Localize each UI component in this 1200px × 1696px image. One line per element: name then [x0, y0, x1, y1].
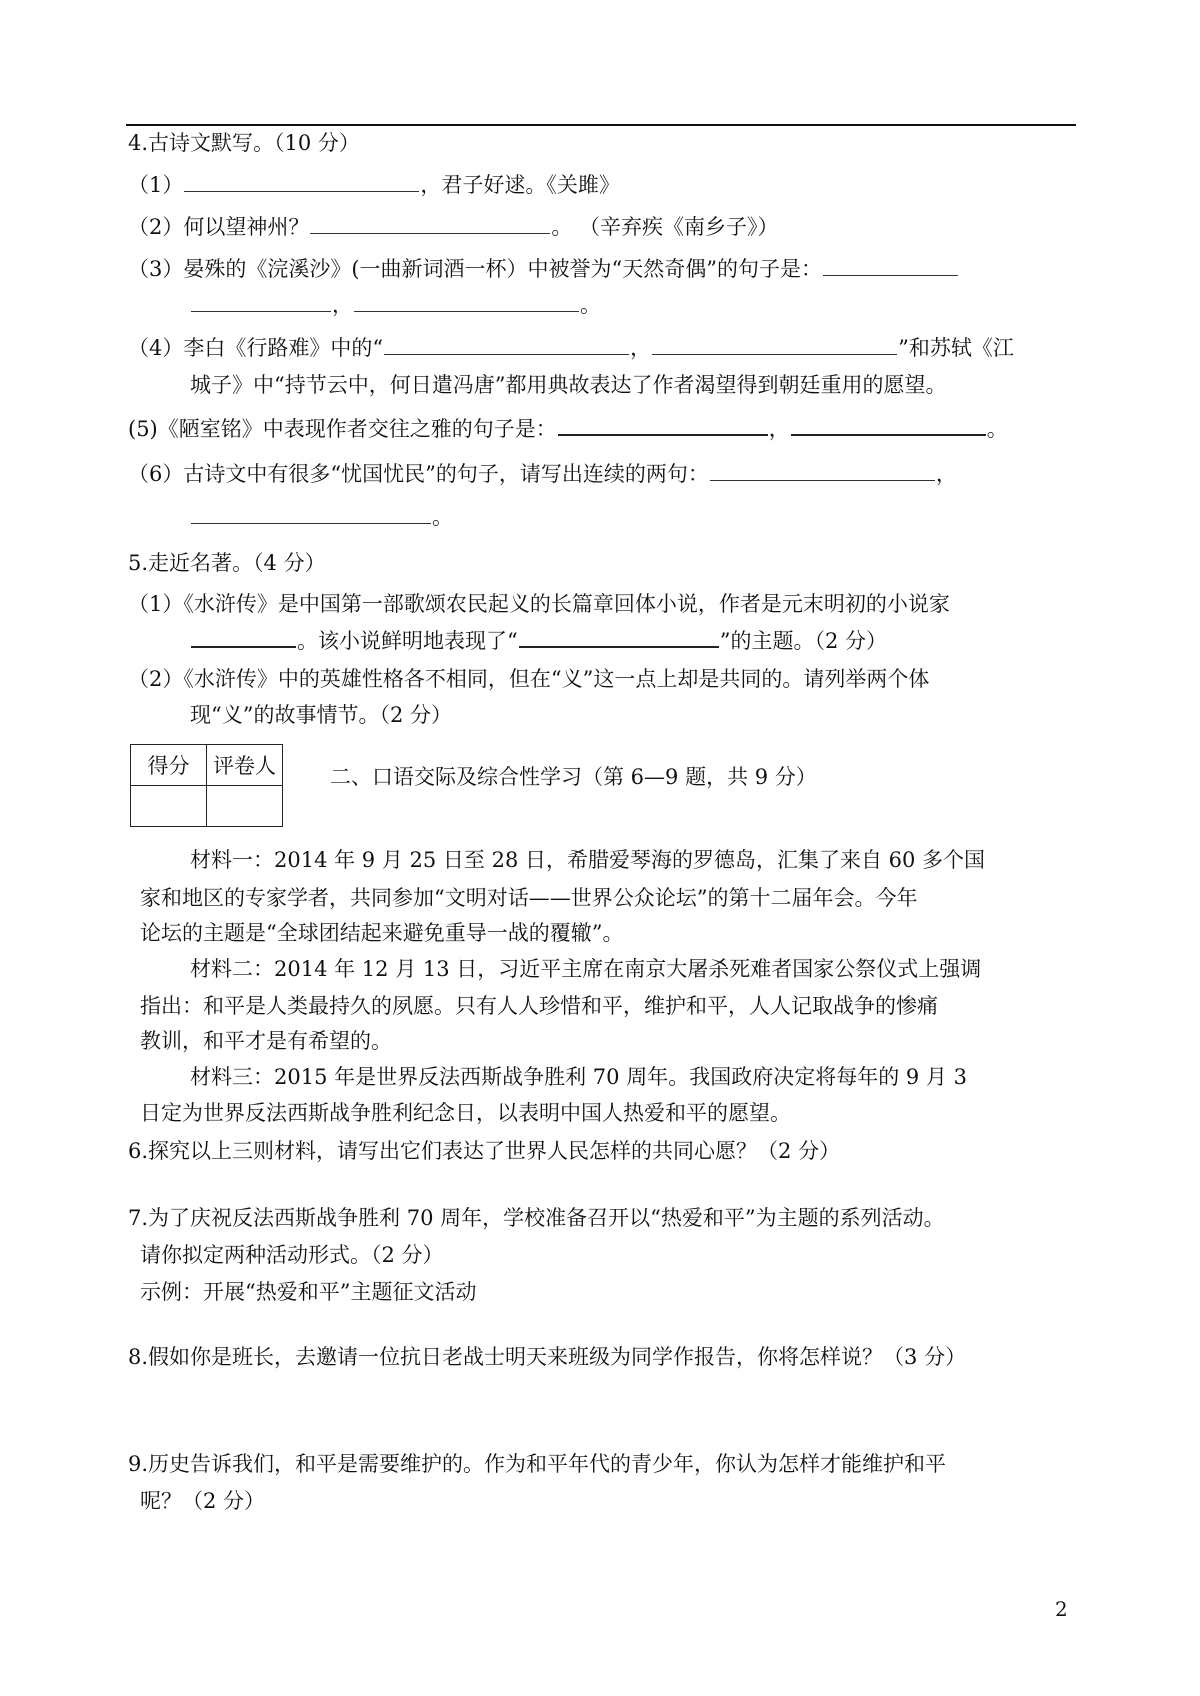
q4-item-2-tail: 。 （辛弃疾《南乡子》） [551, 215, 779, 239]
q4-blank-4b[interactable] [652, 334, 897, 355]
q5-blank-1b[interactable] [519, 626, 719, 648]
material-3-line2: 日定为世界反法西斯战争胜利纪念日，以表明中国人热爱和平的愿望。 [140, 1101, 791, 1125]
q6-text: 6.探究以上三则材料，请写出它们表达了世界人民怎样的共同心愿？（2 分） [128, 1139, 841, 1163]
q4-blank-6b[interactable] [191, 503, 431, 524]
q5-item-1-mid: 。该小说鲜明地表现了“ [297, 629, 518, 653]
material-2-line2: 指出：和平是人类最持久的夙愿。只有人人珍惜和平，维护和平，人人记取战争的惨痛 [140, 994, 938, 1018]
q7-example: 示例：开展“热爱和平”主题征文活动 [140, 1280, 477, 1304]
q4-item-5-end: 。 [986, 417, 1008, 441]
q4-item-5-text: (5)《陋室铭》中表现作者交往之雅的句子是： [128, 417, 557, 441]
q4-blank-3a[interactable] [823, 255, 958, 276]
q4-item-4-text: （4）李白《行路难》中的“ [128, 336, 384, 360]
header-rule [126, 124, 1076, 126]
q4-item-1-text: ，君子好逑。《关雎》 [420, 173, 620, 197]
q9-line2: 呢？（2 分） [140, 1489, 266, 1513]
q4-item-3-comma: ， [332, 293, 353, 317]
material-2-line1: 材料二：2014 年 12 月 13 日，习近平主席在南京大屠杀死难者国家公祭仪式上强调 [190, 957, 982, 981]
q4-item-4-comma: ， [630, 336, 652, 360]
q5-item-1-line2 [190, 626, 887, 656]
q4-item-6-comma: ， [935, 462, 957, 486]
q4-item-3 [128, 254, 959, 284]
page-number: 2 [1055, 1597, 1068, 1621]
q4-item-3-line2 [190, 290, 601, 320]
q4-blank-4a[interactable] [384, 334, 629, 355]
q4-item-5-comma: ， [768, 417, 790, 441]
q5-title: 5.走近名著。（4 分） [128, 551, 326, 575]
q4-item-6 [128, 459, 957, 489]
q4-blank-2[interactable] [310, 213, 550, 234]
q4-blank-5a[interactable] [558, 414, 768, 436]
q4-item-4 [128, 333, 1014, 363]
q5-item-1-tail: ”的主题。（2 分） [719, 629, 888, 653]
q7-line2: 请你拟定两种活动形式。（2 分） [140, 1243, 444, 1267]
q4-item-4-line2: 城子》中“持节云中，何日遣冯唐”都用典故表达了作者渴望得到朝廷重用的愿望。 [190, 373, 947, 397]
q4-item-5 [128, 414, 1008, 444]
grader-header: 评卷人 [207, 745, 283, 786]
material-2-line3: 教训，和平才是有希望的。 [140, 1029, 392, 1053]
material-1-line3: 论坛的主题是“全球团结起来避免重导一战的覆辙”。 [140, 921, 624, 945]
q5-item-2: （2）《水浒传》中的英雄性格各不相同，但在“义”这一点上却是共同的。请列举两个体 [128, 667, 930, 691]
q4-item-1-number: （1） [128, 173, 184, 197]
q5-blank-1a[interactable] [191, 626, 296, 648]
q4-blank-3c[interactable] [354, 291, 579, 312]
q5-item-2-line2: 现“义”的故事情节。（2 分） [190, 703, 453, 727]
q4-item-2-text: （2）何以望神州？ [128, 215, 310, 239]
q4-item-1 [128, 170, 620, 200]
q4-item-6-end: 。 [432, 505, 453, 529]
material-3-line1: 材料三：2015 年是世界反法西斯战争胜利 70 周年。我国政府决定将每年的 9 月 3 [190, 1065, 967, 1089]
q7-line1: 7.为了庆祝反法西斯战争胜利 70 周年，学校准备召开以“热爱和平”为主题的系列活动。 [128, 1206, 945, 1230]
section-2-title: 二、口语交际及综合性学习（第 6—9 题，共 9 分） [330, 765, 817, 789]
q4-blank-3b[interactable] [191, 291, 331, 312]
q9-line1: 9.历史告诉我们，和平是需要维护的。作为和平年代的青少年，你认为怎样才能维护和平 [128, 1452, 947, 1476]
score-cell[interactable] [131, 786, 207, 827]
q4-item-6-line2 [190, 502, 453, 532]
grader-cell[interactable] [207, 786, 283, 827]
q4-item-3-text: （3）晏殊的《浣溪沙》(一曲新词酒一杯）中被誉为“天然奇偶”的句子是： [128, 257, 823, 281]
q4-item-6-text: （6）古诗文中有很多“忧国忧民”的句子，请写出连续的两句： [128, 462, 709, 486]
material-1-line1: 材料一：2014 年 9 月 25 日至 28 日，希腊爱琴海的罗德岛，汇集了来自 60 多个国 [190, 848, 986, 872]
q5-item-1: （1）《水浒传》是中国第一部歌颂农民起义的长篇章回体小说，作者是元末明初的小说家 [128, 592, 950, 616]
q4-item-4-tail: ”和苏轼《江 [898, 336, 1014, 360]
q4-blank-6a[interactable] [710, 460, 935, 481]
q4-blank-1[interactable] [184, 171, 419, 192]
q4-item-2 [128, 212, 779, 242]
score-header: 得分 [131, 745, 207, 786]
material-1-line2: 家和地区的专家学者，共同参加“文明对话——世界公众论坛”的第十二届年会。今年 [140, 886, 918, 910]
q4-item-3-end: 。 [580, 293, 601, 317]
q4-title: 4.古诗文默写。（10 分） [128, 131, 360, 155]
score-table [130, 744, 283, 827]
q8-text: 8.假如你是班长，去邀请一位抗日老战士明天来班级为同学作报告，你将怎样说？（3 分） [128, 1345, 967, 1369]
q4-blank-5b[interactable] [791, 414, 986, 436]
